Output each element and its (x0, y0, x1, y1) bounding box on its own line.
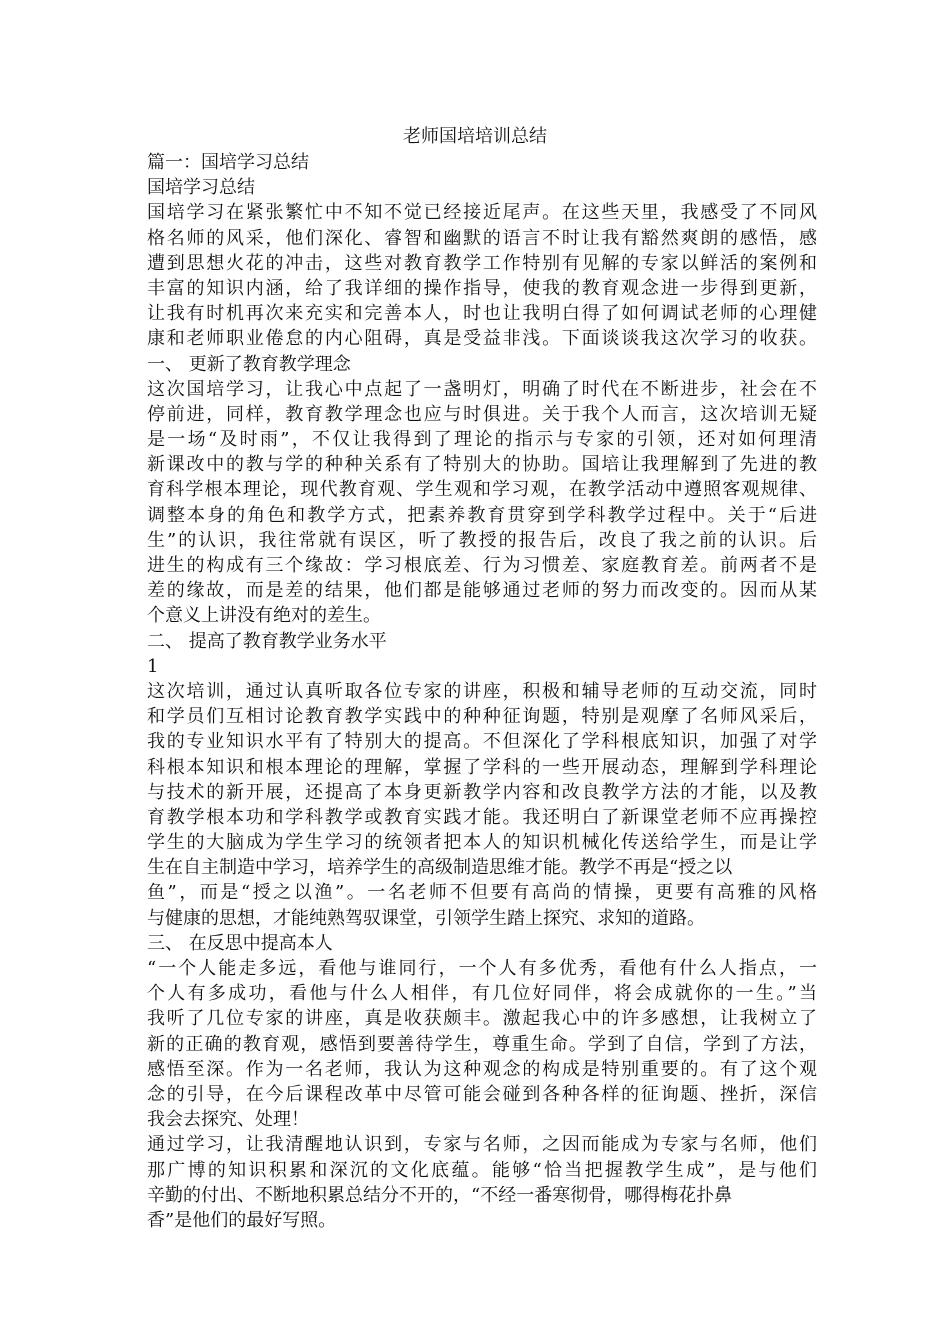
text-line: 育教学根本功和学科教学或教育实践才能。我还明白了新课堂老师不应再操控 (147, 806, 817, 828)
text-line: 一、 更新了教育教学理念 (147, 353, 351, 375)
text-line: 丰富的知识内涵，给了我详细的操作指导，使我的教育观念进一步得到更新， (147, 277, 817, 299)
text-line: 差的缘故，而是差的结果，他们都是能够通过老师的努力而改变的。因而从某 (147, 580, 817, 602)
text-line: 念的引导，在今后课程改革中尽管可能会碰到各种各样的征询题、挫折，深信 (147, 1083, 817, 1105)
text-line: 学生的大脑成为学生学习的统领者把本人的知识机械化传送给学生，而是让学 (147, 832, 817, 854)
text-line: 我会去探究、处理！ (147, 1109, 309, 1131)
text-line: 我听了几位专家的讲座，真是收获颇丰。激起我心中的许多感想，让我树立了 (147, 1008, 817, 1030)
text-line: 格名师的风采，他们深化、睿智和幽默的语言不时让我有豁然爽朗的感悟，感 (147, 227, 817, 249)
text-line: 调整本身的角色和教学方式，把素养教育贯穿到学科教学过程中。关于“后进 (147, 504, 817, 526)
text-line: 感悟至深。作为一名老师，我认为这种观念的构成是特别重要的。有了这个观 (147, 1058, 817, 1080)
text-line: 科根本知识和根本理论的理解，掌握了学科的一些开展动态，理解到学科理论 (147, 756, 817, 778)
text-line: 生在自主制造中学习，培养学生的高级制造思维才能。教学不再是“授之以 (147, 857, 733, 879)
text-line: 生”的认识，我往常就有误区，听了教授的报告后，改良了我之前的认识。后 (147, 529, 817, 551)
text-line: 香”是他们的最好写照。 (147, 1209, 337, 1231)
text-line: 与技术的新开展，还提高了本身更新教学内容和改良教学方法的才能，以及教 (147, 781, 817, 803)
text-line: 鱼”，而是“授之以渔”。一名老师不但要有高尚的情操，更要有高雅的风格 (147, 882, 817, 904)
text-line: 通过学习，让我清醒地认识到，专家与名师，之因而能成为专家与名师，他们 (147, 1134, 817, 1156)
text-line: 停前进，同样，教育教学理念也应与时俱进。关于我个人而言，这次培训无疑 (147, 403, 817, 425)
text-line: 与健康的思想，才能纯熟驾驭课堂，引领学生踏上探究、求知的道路。 (147, 907, 705, 929)
text-line: 国培学习总结 (147, 177, 255, 199)
text-line: 个意义上讲没有绝对的差生。 (147, 605, 381, 627)
text-line: 三、 在反思中提高本人 (147, 932, 333, 954)
text-line: 国培学习在紧张繁忙中不知不觉已经接近尾声。在这些天里，我感受了不同风 (147, 202, 817, 224)
text-line: 我的专业知识水平有了特别大的提高。不但深化了学科根底知识，加强了对学 (147, 731, 817, 753)
text-line: 这次培训，通过认真听取各位专家的讲座，积极和辅导老师的互动交流，同时 (147, 680, 817, 702)
text-line: “一个人能走多远，看他与谁同行，一个人有多优秀，看他有什么人指点，一 (147, 958, 817, 979)
text-line: 新课改中的教与学的种种关系有了特别大的协助。国培让我理解到了先进的教 (147, 454, 817, 476)
text-line: 辛勤的付出、不断地积累总结分不开的，“不经一番寒彻骨，哪得梅花扑鼻 (147, 1184, 733, 1206)
text-line: 是一场“及时雨”，不仅让我得到了理论的指示与专家的引领，还对如何理清 (147, 429, 817, 451)
text-line: 那广博的知识积累和深沉的文化底蕴。能够“恰当把握教学生成”，是与他们 (147, 1159, 817, 1181)
document-body (147, 150, 817, 1233)
text-line: 进生的构成有三个缘故：学习根底差、行为习惯差、家庭教育差。前两者不是 (147, 555, 817, 576)
text-line: 让我有时机再次来充实和完善本人，时也让我明白得了如何调试老师的心理健 (147, 303, 817, 325)
text-line: 二、 提高了教育教学业务水平 (147, 630, 387, 652)
text-line: 康和老师职业倦怠的内心阻碍，真是受益非浅。下面谈谈我这次学习的收获。 (147, 328, 817, 350)
text-line: 育科学根本理论，现代教育观、学生观和学习观，在教学活动中遵照客观规律、 (147, 479, 817, 501)
text-line: 这次国培学习，让我心中点起了一盏明灯，明确了时代在不断进步，社会在不 (147, 378, 817, 400)
text-line: 和学员们互相讨论教育教学实践中的种种征询题，特别是观摩了名师风采后， (147, 706, 817, 728)
document-title: 老师国培培训总结 (403, 126, 547, 147)
text-line: 遭到思想火花的冲击，这些对教育教学工作特别有见解的专家以鲜活的案例和 (147, 252, 817, 274)
text-line: 新的正确的教育观，感悟到要善待学生，尊重生命。学到了自信，学到了方法， (147, 1033, 817, 1055)
text-line: 1 (147, 655, 159, 677)
text-line: 个人有多成功，看他与什么人相伴，有几位好同伴，将会成就你的一生。”当 (147, 983, 817, 1005)
text-line: 篇一：国培学习总结 (147, 152, 309, 173)
